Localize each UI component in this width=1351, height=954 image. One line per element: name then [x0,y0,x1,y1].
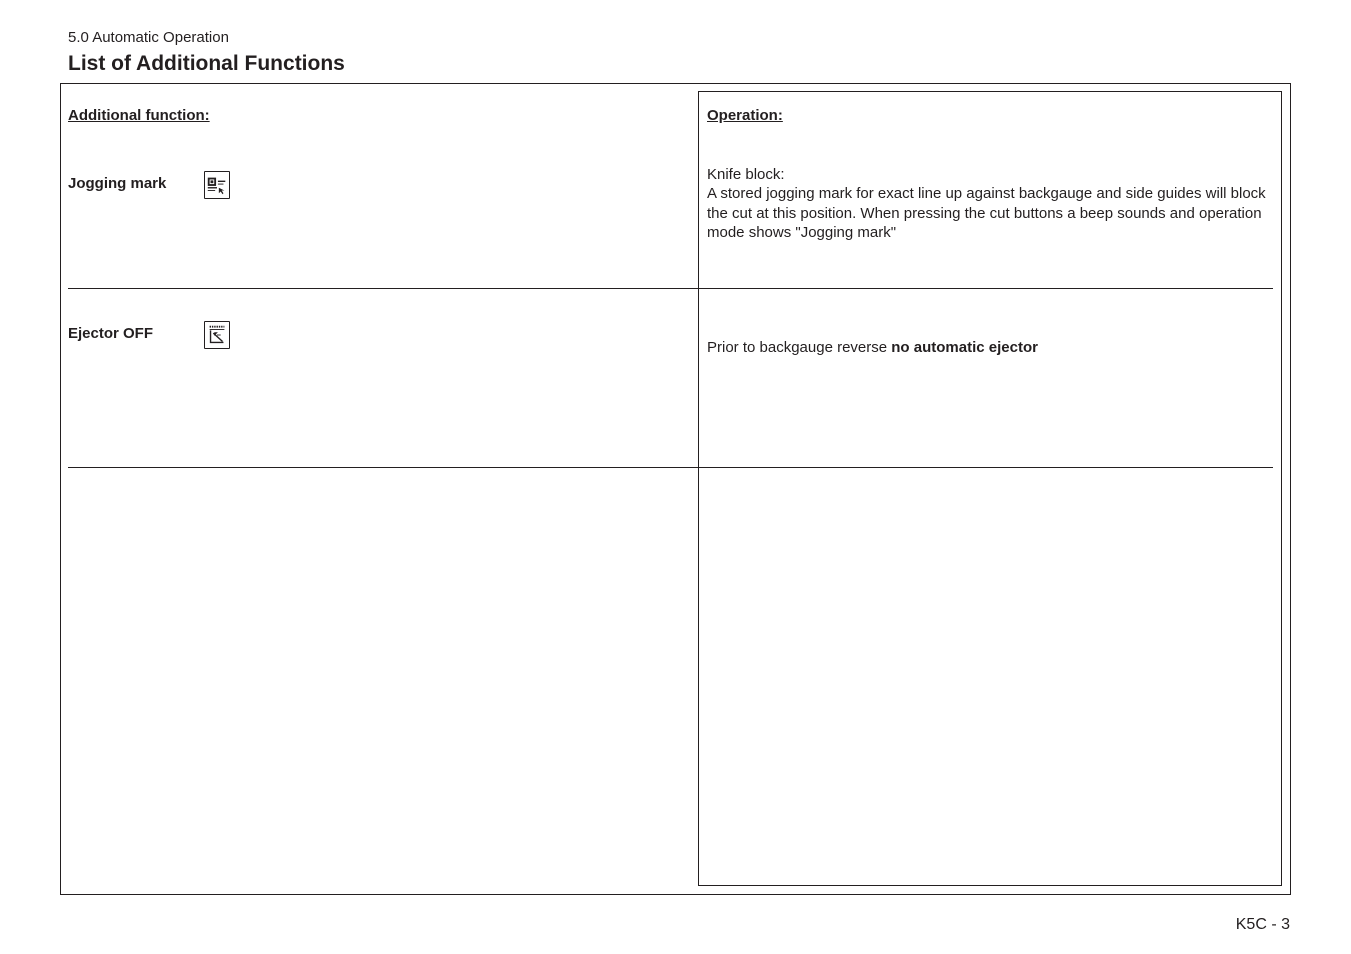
jogging-mark-icon [204,171,230,199]
operation-description: A stored jogging mark for exact line up against backgauge and side guides will block the cut at this position. When pressing the cut buttons a beep sounds and operation mode shows "Jogging mark" [707,185,1266,241]
operation-description: Prior to backgauge reverse [707,339,892,356]
function-name-jogging-mark: Jogging mark [68,175,167,192]
row-divider [68,467,1273,468]
page-number: K5C - 3 [1235,916,1290,933]
operation-column-header: Operation: [707,107,783,124]
page-title: List of Additional Functions [68,52,345,75]
function-name-ejector-off: Ejector OFF [68,325,154,342]
operation-emphasis: no automatic ejector [891,339,1038,356]
row-divider [68,288,1273,289]
function-column-header: Additional function: [68,107,210,124]
operation-heading: Knife block: [707,166,785,183]
ejector-off-icon [204,321,230,349]
operation-text-jogging-mark [707,165,1275,242]
section-label: 5.0 Automatic Operation [68,29,229,46]
operation-text-ejector-off [707,338,1275,357]
